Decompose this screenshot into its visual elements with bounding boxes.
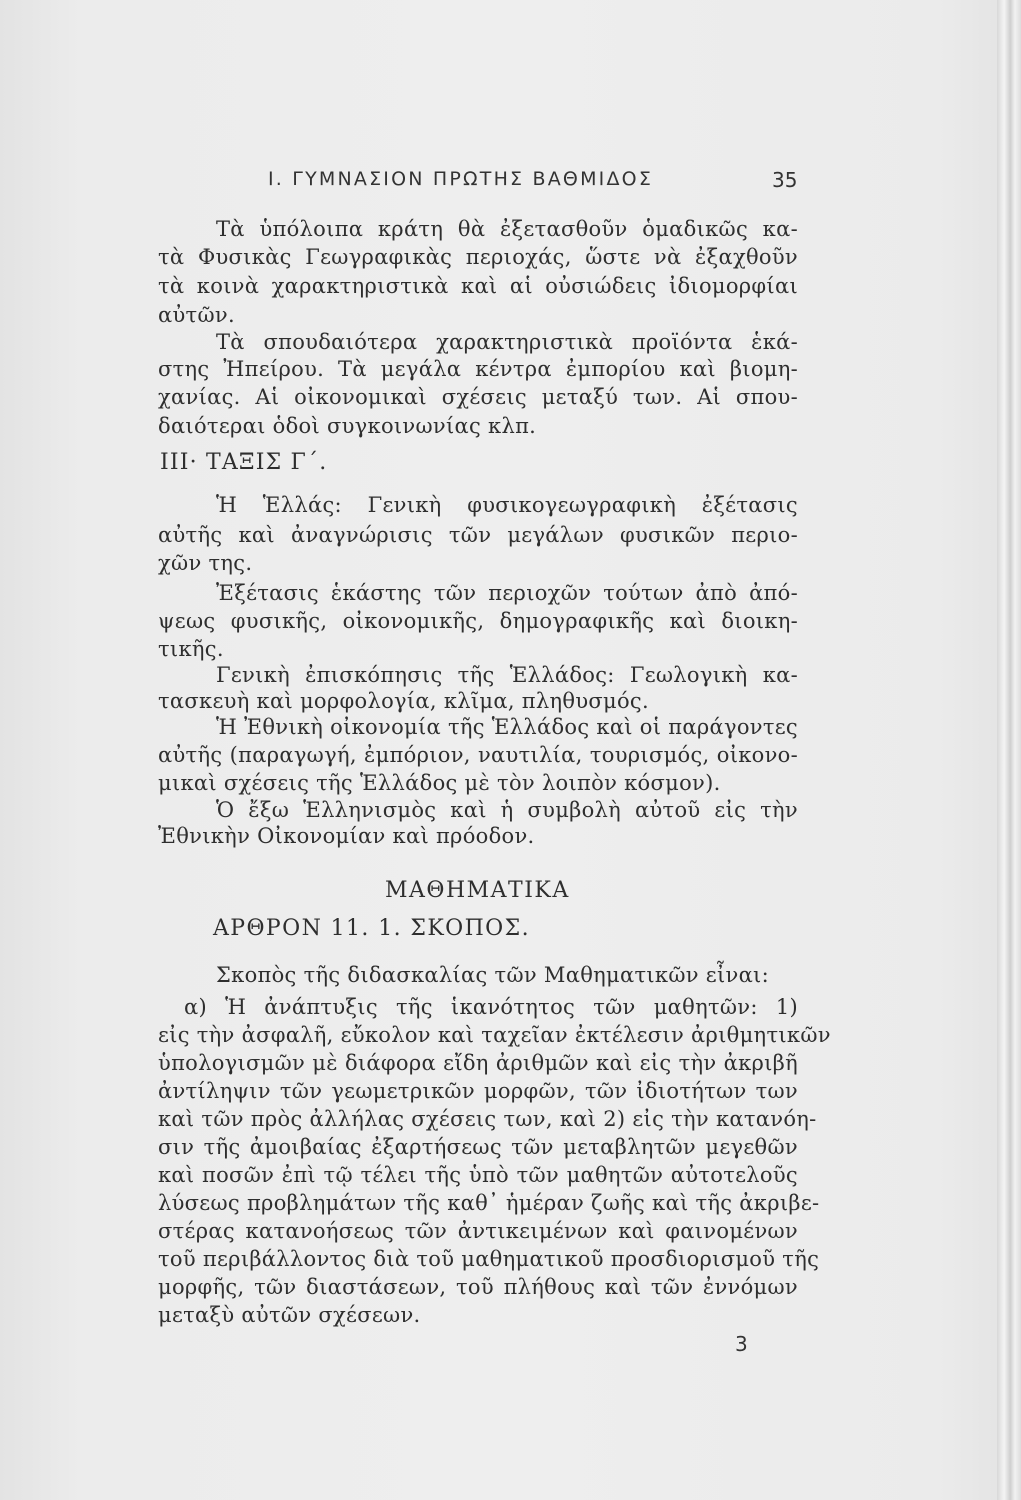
paragraph-line: λύσεως προβλημάτων τῆς καθ᾿ ἡμέραν ζωῆς καὶ τῆς ἀκριβε- [158,1191,820,1215]
paragraph-line: αὐτῶν. [158,303,235,327]
signature-mark: 3 [735,1332,748,1356]
paragraph-line: τὰ κοινὰ χαρακτηριστικὰ καὶ αἱ οὐσιώδεις ἰδιομορφίαι [158,274,798,298]
paragraph-line: Τὰ ὑπόλοιπα κράτη θὰ ἐξετασθοῦν ὁμαδικῶς κα- [216,217,798,241]
paragraph-line: αὐτῆς καὶ ἀναγνώρισις τῶν μεγάλων φυσικῶν περιο- [158,523,798,547]
paragraph-line: τασκευὴ καὶ μορφολογία, κλῖμα, πληθυσμός. [158,689,649,713]
paragraph-line: καὶ τῶν πρὸς ἀλλήλας σχέσεις των, καὶ 2) εἰς τὴν κατανόη- [158,1107,817,1131]
paragraph-line: Ἡ Ἐθνικὴ οἰκονομία τῆς Ἑλλάδος καὶ οἱ παράγοντες [216,715,798,739]
paragraph-line: Ἡ Ἑλλάς: Γενικὴ φυσικογεωγραφικὴ ἐξέτασις [216,493,798,517]
subject-title: ΜΑΘΗΜΑΤΙΚΑ [385,878,570,903]
running-header: Ι. ΓΥΜΝΑΣΙΟΝ ΠΡΩΤΗΣ ΒΑΘΜΙΔΟΣ [268,168,654,190]
paragraph-line: Γενικὴ ἐπισκόπησις τῆς Ἑλλάδος: Γεωλογικὴ κα- [216,663,798,687]
paragraph-line: στέρας κατανοήσεως τῶν ἀντικειμένων καὶ φαινομένων [158,1219,798,1243]
paragraph-line: ψεως φυσικῆς, οἰκονομικῆς, δημογραφικῆς καὶ διοικη- [158,609,798,633]
paragraph-line: δαιότεραι ὁδοὶ συγκοινωνίας κλπ. [158,414,537,438]
paragraph-line: τοῦ περιβάλλοντος διὰ τοῦ μαθηματικοῦ προσδιορισμοῦ τῆς [158,1247,820,1271]
paragraph-line: Ἐξέτασις ἑκάστης τῶν περιοχῶν τούτων ἀπὸ ἀπό- [216,581,798,605]
paragraph-line: στης Ἠπείρου. Τὰ μεγάλα κέντρα ἐμπορίου καὶ βιομη- [158,357,798,381]
paragraph-line: μεταξὺ αὐτῶν σχέσεων. [158,1303,421,1327]
paragraph-line: αὐτῆς (παραγωγή, ἐμπόριον, ναυτιλία, τουρισμός, οἰκονο- [158,743,798,767]
paragraph-line: καὶ ποσῶν ἐπὶ τῷ τέλει τῆς ὑπὸ τῶν μαθητῶν αὐτοτελοῦς [158,1163,798,1187]
article-heading: ΑΡΘΡΟΝ 11. 1. ΣΚΟΠΟΣ. [213,916,530,941]
paragraph-line: Ἐθνικὴν Οἰκονομίαν καὶ πρόοδον. [158,824,535,848]
paragraph-line: χανίας. Αἱ οἰκονομικαὶ σχέσεις μεταξύ των. Αἱ σπου- [158,385,798,409]
paragraph-line: σιν τῆς ἀμοιβαίας ἐξαρτήσεως τῶν μεταβλητῶν μεγεθῶν [158,1135,798,1159]
paragraph-line: εἰς τὴν ἀσφαλῆ, εὔκολον καὶ ταχεῖαν ἐκτέλεσιν ἀριθμητικῶν [158,1023,831,1047]
paragraph-line: μορφῆς, τῶν διαστάσεων, τοῦ πλήθους καὶ τῶν ἐννόμων [158,1275,798,1299]
paragraph-line: χῶν της. [158,551,253,575]
paragraph-line: τικῆς. [158,637,224,661]
paragraph-line: ἀντίληψιν τῶν γεωμετρικῶν μορφῶν, τῶν ἰδιοτήτων των [158,1079,798,1103]
paragraph-line: ὑπολογισμῶν μὲ διάφορα εἴδη ἀριθμῶν καὶ εἰς τὴν ἀκριβῆ [158,1051,798,1075]
paragraph-line: α) Ἡ ἀνάπτυξις τῆς ἱκανότητος τῶν μαθητῶν: 1) [184,995,798,1019]
paragraph-line: τὰ Φυσικὰς Γεωγραφικὰς περιοχάς, ὥστε νὰ ἐξαχθοῦν [158,245,798,269]
page-number: 35 [772,168,798,192]
paragraph-line: Τὰ σπουδαιότερα χαρακτηριστικὰ προϊόντα ἑκά- [216,330,798,354]
class-heading: ΙΙΙ· ΤΑΞΙΣ Γ΄. [160,450,328,475]
paragraph-line: Σκοπὸς τῆς διδασκαλίας τῶν Μαθηματικῶν εἶναι: [216,963,769,987]
paragraph-line: Ὁ ἔξω Ἑλληνισμὸς καὶ ἡ συμβολὴ αὐτοῦ εἰς τὴν [216,798,798,822]
paragraph-line: μικαὶ σχέσεις τῆς Ἑλλάδος μὲ τὸν λοιπὸν κόσμον). [158,771,721,795]
